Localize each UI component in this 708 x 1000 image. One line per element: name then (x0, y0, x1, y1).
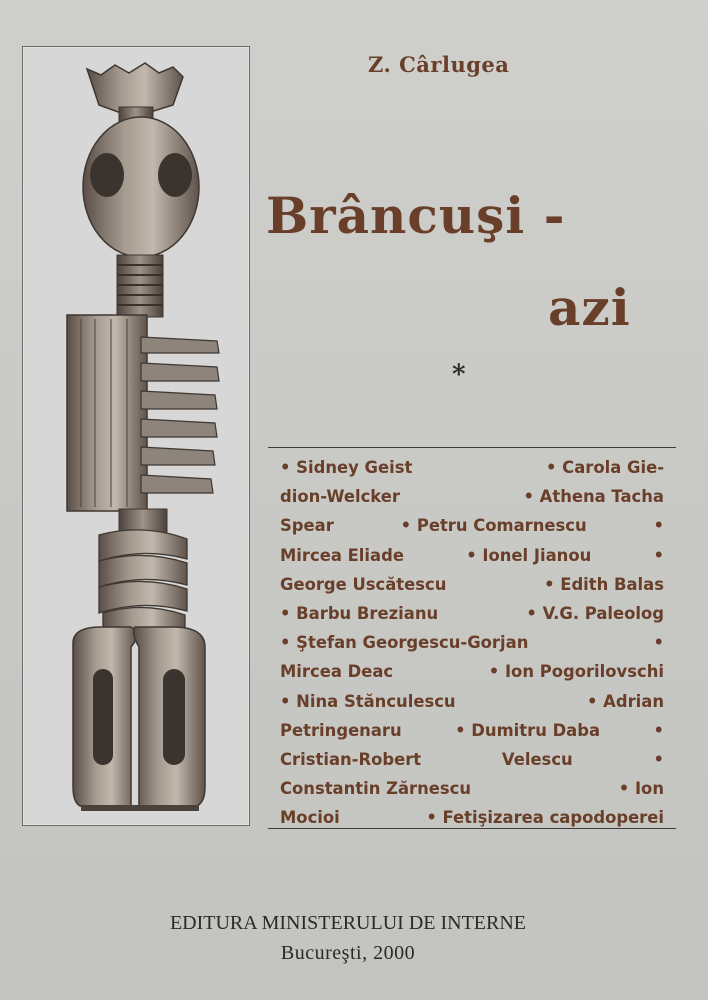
contents-line: Constantin Zărnescu • Ion (280, 779, 664, 799)
publication-place-year: Bucureşti, 2000 (280, 942, 416, 964)
contents-line: • Barbu Brezianu • V.G. Paleolog (280, 604, 664, 624)
contents-line: • Nina Stănculescu • Adrian (280, 691, 664, 711)
sculpture-photo (22, 46, 250, 826)
bottom-divider (268, 828, 676, 829)
publisher-name: EDITURA MINISTERULUI DE INTERNE (169, 912, 527, 934)
contents-line: dion-Welcker • Athena Tacha (280, 487, 664, 507)
author-name: Z. Cârlugea (368, 52, 510, 77)
volume-mark: * (452, 360, 466, 390)
contents-line: • Sidney Geist • Carola Gie- (280, 458, 664, 477)
contents-line: Mircea Eliade • Ionel Jianou • (280, 545, 664, 565)
contents-list (280, 453, 664, 833)
top-divider (268, 447, 676, 448)
book-title-line-1: Brâncuşi - (266, 186, 566, 245)
contents-line: • Ştefan Georgescu-Gorjan • (280, 633, 664, 653)
contents-line: Cristian-Robert Velescu • (280, 750, 664, 770)
contents-line: George Uscătescu • Edith Balas (280, 574, 664, 594)
contents-line: Mircea Deac • Ion Pogorilovschi (280, 662, 664, 682)
contents-line: Petringenaru • Dumitru Daba • (280, 720, 664, 740)
book-title-line-2: azi (548, 278, 631, 337)
sculpture-illustration (23, 47, 249, 825)
contents-line: Mocioi • Fetişizarea capodoperei (280, 808, 664, 828)
contents-line: Spear • Petru Comarnescu • (280, 516, 664, 536)
